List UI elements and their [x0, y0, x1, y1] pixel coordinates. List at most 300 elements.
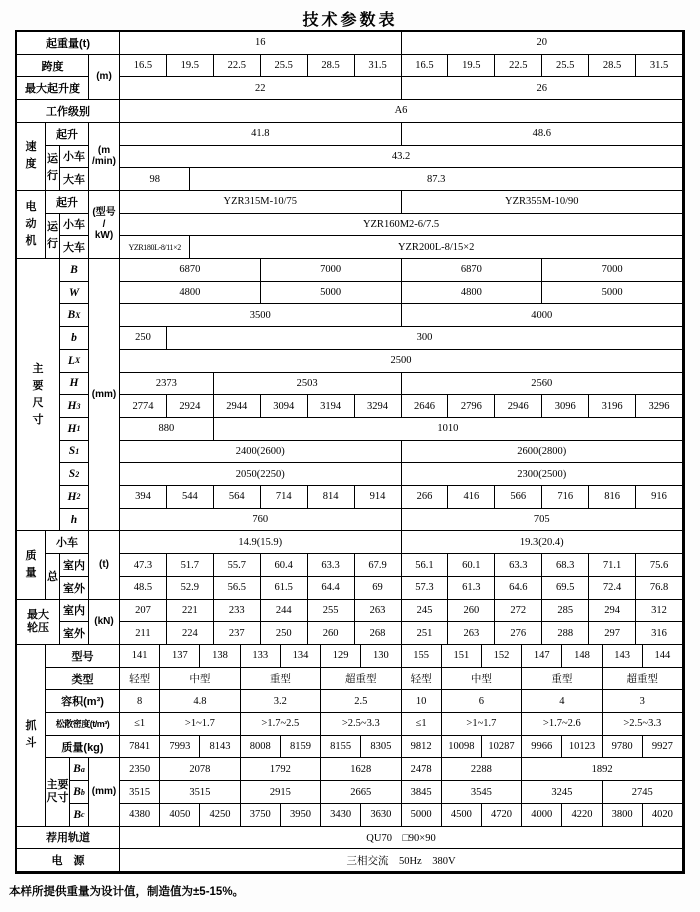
data-cell: 288 [542, 622, 589, 645]
label-grab-type: 类型 [46, 668, 120, 691]
data-cell: 211 [120, 622, 167, 645]
data-cell: 4 [522, 690, 602, 713]
data-cell: 67.9 [355, 554, 402, 577]
data-cell: 20 [402, 32, 684, 55]
data-cell: 76.8 [636, 577, 683, 600]
data-cell: 3750 [241, 804, 281, 827]
data-cell: 75.6 [636, 554, 683, 577]
label-motor-trolley: 小车 [60, 214, 89, 237]
label-grab-capacity: 容积(m³) [46, 690, 120, 713]
data-cell: 4500 [442, 804, 482, 827]
data-cell: 416 [448, 486, 495, 509]
dim-H-main: H [69, 377, 79, 390]
data-cell: 141 [120, 645, 160, 668]
label-grab-model: 型号 [46, 645, 120, 668]
data-cell: YZR315M-10/75 [120, 191, 402, 214]
label-motor-group [17, 191, 46, 259]
data-cell: 中型 [160, 668, 240, 691]
label-grab-dim-Ba [70, 758, 89, 781]
data-cell: 61.3 [448, 577, 495, 600]
label-dim-Bx [60, 304, 89, 327]
data-cell: 48.6 [402, 123, 684, 146]
label-dim-W [60, 282, 89, 305]
label-motor-crane: 大车 [60, 236, 89, 259]
data-cell: 2646 [402, 395, 449, 418]
data-cell: 3950 [281, 804, 321, 827]
data-cell: 56.5 [214, 577, 261, 600]
data-cell: 3515 [160, 781, 240, 804]
dim-H1-main: H [67, 422, 77, 435]
data-cell: 69.5 [542, 577, 589, 600]
data-cell: 41.8 [120, 123, 402, 146]
motor-unit-line1: (型号 [92, 207, 116, 219]
data-cell: 28.5 [308, 55, 355, 78]
grab-group-text: 抓斗 [25, 720, 37, 750]
data-cell: 133 [241, 645, 281, 668]
label-lifting-capacity: 起重量(t) [17, 32, 120, 55]
data-cell: 64.6 [495, 577, 542, 600]
data-cell: 1628 [321, 758, 401, 781]
parameters-table [15, 30, 685, 874]
data-cell: 221 [167, 600, 214, 623]
data-cell: 3430 [321, 804, 361, 827]
data-cell: 19.5 [448, 55, 495, 78]
data-cell: 4000 [402, 304, 684, 327]
dim-H2-main: H [67, 490, 77, 503]
label-speed-crane: 大车 [60, 168, 89, 191]
data-cell: 超重型 [321, 668, 401, 691]
data-cell: 9927 [643, 736, 683, 759]
data-cell: 9966 [522, 736, 562, 759]
speed-group-text: 速度 [25, 141, 37, 171]
label-dim-Lx [60, 350, 89, 373]
dim-S2-sub: 2 [75, 469, 80, 479]
data-cell: 2503 [214, 373, 402, 396]
label-grab-dim-Bb [70, 781, 89, 804]
data-cell: 22.5 [214, 55, 261, 78]
grab-dim-Bc-main: B [73, 808, 82, 821]
label-dim-H1 [60, 418, 89, 441]
grab-dims-unit: (mm) [89, 758, 120, 826]
dim-B-main: B [70, 263, 78, 276]
data-cell: 4220 [562, 804, 602, 827]
data-cell: 144 [643, 645, 683, 668]
data-cell: 4.8 [160, 690, 240, 713]
data-cell: 1010 [214, 418, 683, 441]
data-cell: 47.3 [120, 554, 167, 577]
data-cell: 3800 [603, 804, 643, 827]
data-cell: A6 [120, 100, 683, 123]
data-cell: 255 [308, 600, 355, 623]
data-cell: 760 [120, 509, 402, 532]
data-cell: 143 [603, 645, 643, 668]
grab-dim-Ba-main: B [73, 763, 81, 776]
data-cell: 2665 [321, 781, 401, 804]
data-cell: YZR355M-10/90 [402, 191, 684, 214]
motor-group-text: 电动机 [25, 200, 37, 247]
data-cell: 22.5 [495, 55, 542, 78]
data-cell: 237 [214, 622, 261, 645]
data-cell: 7000 [261, 259, 402, 282]
data-cell: 155 [402, 645, 442, 668]
data-cell: 4000 [522, 804, 562, 827]
data-cell: 2350 [120, 758, 160, 781]
data-cell: 251 [402, 622, 449, 645]
data-cell: 3630 [361, 804, 401, 827]
data-cell: 中型 [442, 668, 522, 691]
dim-b-main: b [71, 331, 77, 344]
label-mass-total: 总 [46, 554, 60, 599]
data-cell: 5000 [542, 282, 683, 305]
data-cell: 22 [120, 77, 402, 100]
data-cell: 60.4 [261, 554, 308, 577]
label-dim-h [60, 509, 89, 532]
data-cell: 8008 [241, 736, 281, 759]
data-cell: 2050(2250) [120, 463, 402, 486]
grab-dim-Ba-sub: a [80, 764, 85, 774]
data-cell: 16 [120, 32, 402, 55]
mass-unit: (t) [89, 531, 120, 599]
data-cell: 超重型 [603, 668, 683, 691]
data-cell: >2.5~3.3 [603, 713, 683, 736]
data-cell: 250 [261, 622, 308, 645]
data-cell: 233 [214, 600, 261, 623]
data-cell: 8143 [200, 736, 240, 759]
data-cell: 71.1 [589, 554, 636, 577]
data-cell: >1~1.7 [442, 713, 522, 736]
data-cell: 8 [120, 690, 160, 713]
data-cell: 72.4 [589, 577, 636, 600]
dim-Bx-sub: X [75, 310, 81, 320]
data-cell: 55.7 [214, 554, 261, 577]
data-cell: 3845 [402, 781, 442, 804]
data-cell: 4800 [120, 282, 261, 305]
data-cell: 10123 [562, 736, 602, 759]
data-cell: 6870 [120, 259, 261, 282]
motor-unit-line2: / [102, 218, 106, 230]
data-cell: 87.3 [190, 168, 683, 191]
speed-travel-text: 运行 [47, 152, 58, 182]
grab-dim-Bc-sub: c [81, 810, 85, 820]
data-cell: YZR160M2-6/7.5 [120, 214, 683, 237]
data-cell: 138 [200, 645, 240, 668]
data-cell: 6 [442, 690, 522, 713]
data-cell: 3545 [442, 781, 522, 804]
data-cell: 8155 [321, 736, 361, 759]
data-cell: 61.5 [261, 577, 308, 600]
data-cell: 2600(2800) [402, 441, 684, 464]
motor-unit-line3: kW) [94, 230, 114, 242]
grab-dim-Bb-sub: b [80, 787, 85, 797]
data-cell: 4250 [200, 804, 240, 827]
motor-unit [89, 191, 120, 259]
data-cell: 2774 [120, 395, 167, 418]
data-cell: 134 [281, 645, 321, 668]
dim-Lx-sub: X [74, 356, 81, 366]
data-cell: 2.5 [321, 690, 401, 713]
data-cell: 7841 [120, 736, 160, 759]
data-cell: 316 [636, 622, 683, 645]
dim-H3-main: H [67, 400, 77, 413]
data-cell: 63.3 [308, 554, 355, 577]
label-rail: 荐用轨道 [17, 827, 120, 850]
footnote: 本样所提供重量为设计值，制造值为±5-15%。 [9, 886, 245, 898]
data-cell: 4050 [160, 804, 200, 827]
data-cell: 566 [495, 486, 542, 509]
label-speed-hoisting: 起升 [46, 123, 89, 146]
data-cell: 224 [167, 622, 214, 645]
data-cell: 4800 [402, 282, 543, 305]
data-cell: 轻型 [120, 668, 160, 691]
data-cell: 285 [542, 600, 589, 623]
dim-S2-main: S [68, 468, 76, 481]
dims-unit: (mm) [89, 259, 120, 531]
label-max-lifting-height: 最大起升度 [17, 77, 89, 100]
label-wheel-indoor: 室内 [60, 600, 89, 623]
data-cell: 394 [120, 486, 167, 509]
data-cell: 69 [355, 577, 402, 600]
label-speed-travel [46, 146, 60, 191]
dims-group-text: 主要尺寸 [32, 362, 44, 426]
data-cell: 2745 [603, 781, 683, 804]
data-cell: 2944 [214, 395, 261, 418]
data-cell: 148 [562, 645, 602, 668]
data-cell: 8159 [281, 736, 321, 759]
label-grab-group [17, 645, 46, 827]
label-work-duty: 工作级别 [17, 100, 120, 123]
data-cell: 64.4 [308, 577, 355, 600]
data-cell: 2915 [241, 781, 321, 804]
data-cell: 250 [120, 327, 167, 350]
label-grab-mass: 质量(kg) [46, 736, 120, 759]
data-cell: 814 [308, 486, 355, 509]
data-cell: 263 [448, 622, 495, 645]
data-cell: 26 [402, 77, 684, 100]
data-cell: 260 [448, 600, 495, 623]
data-cell: ≤1 [402, 713, 442, 736]
data-cell: 312 [636, 600, 683, 623]
data-cell: 3515 [120, 781, 160, 804]
data-cell: 207 [120, 600, 167, 623]
label-dim-S1 [60, 441, 89, 464]
label-power: 电 源 [17, 849, 120, 872]
data-cell: 564 [214, 486, 261, 509]
data-cell: 3196 [589, 395, 636, 418]
data-cell: 880 [120, 418, 214, 441]
data-cell: 716 [542, 486, 589, 509]
label-dim-B [60, 259, 89, 282]
data-cell: 16.5 [402, 55, 449, 78]
data-cell: 三相交流 50Hz 380V [120, 849, 683, 872]
data-cell: ≤1 [120, 713, 160, 736]
data-cell: 5000 [402, 804, 442, 827]
data-cell: 3296 [636, 395, 683, 418]
data-cell: 14.9(15.9) [120, 531, 402, 554]
data-cell: 276 [495, 622, 542, 645]
dim-h-main: h [70, 513, 78, 526]
data-cell: 7000 [542, 259, 683, 282]
data-cell: 60.1 [448, 554, 495, 577]
dim-H3-sub: 3 [76, 401, 81, 411]
data-cell: 2288 [442, 758, 522, 781]
data-cell: 7993 [160, 736, 200, 759]
data-cell: QU70 □90×90 [120, 827, 683, 850]
data-cell: 19.5 [167, 55, 214, 78]
data-cell: 2560 [402, 373, 684, 396]
data-cell: 916 [636, 486, 683, 509]
dim-W-main: W [68, 286, 80, 299]
label-grab-density: 松散密度(t/m³) [46, 713, 120, 736]
data-cell: 294 [589, 600, 636, 623]
page-title: 技术参数表 [302, 12, 398, 29]
label-grab-dims [46, 758, 70, 826]
wheel-load-unit: (kN) [89, 600, 120, 645]
data-cell: 57.3 [402, 577, 449, 600]
data-cell: 816 [589, 486, 636, 509]
data-cell: 151 [442, 645, 482, 668]
data-cell: 2400(2600) [120, 441, 402, 464]
wheel-load-group-text: 最大轮压 [27, 608, 49, 634]
data-cell: 9780 [603, 736, 643, 759]
data-cell: 98 [120, 168, 190, 191]
mass-group-text: 质量 [25, 549, 37, 579]
data-cell: 56.1 [402, 554, 449, 577]
data-cell: >1.7~2.5 [241, 713, 321, 736]
speed-unit-line2: /min) [92, 156, 116, 168]
data-cell: 10 [402, 690, 442, 713]
label-wheel-load-group [17, 600, 60, 645]
data-cell: 3245 [522, 781, 602, 804]
label-mass-outdoor: 室外 [60, 577, 89, 600]
data-cell: 1892 [522, 758, 683, 781]
data-cell: 245 [402, 600, 449, 623]
data-cell: 129 [321, 645, 361, 668]
data-cell: 10287 [482, 736, 522, 759]
data-cell: 2796 [448, 395, 495, 418]
data-cell: >1.7~2.6 [522, 713, 602, 736]
data-cell: 2946 [495, 395, 542, 418]
data-cell: 25.5 [261, 55, 308, 78]
data-cell: >1~1.7 [160, 713, 240, 736]
label-grab-dim-Bc [70, 804, 89, 827]
data-cell: 31.5 [355, 55, 402, 78]
label-motor-hoisting: 起升 [46, 191, 89, 214]
label-dim-S2 [60, 463, 89, 486]
data-cell: 914 [355, 486, 402, 509]
grab-dim-Bb-main: B [73, 786, 81, 799]
data-cell: 6870 [402, 259, 543, 282]
label-dim-H2 [60, 486, 89, 509]
data-cell: 300 [167, 327, 683, 350]
data-cell: 16.5 [120, 55, 167, 78]
motor-travel-text: 运行 [47, 220, 58, 250]
data-cell: 10098 [442, 736, 482, 759]
speed-unit-line1: (m [97, 144, 111, 156]
data-cell: YZR180L-8/11×2 [120, 236, 190, 259]
data-cell: 3294 [355, 395, 402, 418]
data-cell: 68.3 [542, 554, 589, 577]
data-cell: 272 [495, 600, 542, 623]
data-cell: YZR200L-8/15×2 [190, 236, 683, 259]
data-cell: 544 [167, 486, 214, 509]
data-cell: 4380 [120, 804, 160, 827]
data-cell: 2500 [120, 350, 683, 373]
data-cell: 48.5 [120, 577, 167, 600]
data-cell: 130 [361, 645, 401, 668]
data-cell: 3096 [542, 395, 589, 418]
data-cell: 重型 [522, 668, 602, 691]
dim-Bx-main: B [67, 309, 76, 322]
data-cell: 2300(2500) [402, 463, 684, 486]
dim-S1-sub: 1 [75, 446, 80, 456]
dim-S1-main: S [68, 445, 76, 458]
data-cell: 2924 [167, 395, 214, 418]
data-cell: 9812 [402, 736, 442, 759]
dim-Lx-main: L [67, 354, 75, 367]
span-unit: (m) [89, 55, 120, 100]
label-dim-H [60, 373, 89, 396]
data-cell: 2373 [120, 373, 214, 396]
data-cell: 263 [355, 600, 402, 623]
dim-H2-sub: 2 [76, 492, 81, 502]
data-cell: 4020 [643, 804, 683, 827]
dim-H1-sub: 1 [76, 424, 81, 434]
data-cell: 297 [589, 622, 636, 645]
label-dims-group [17, 259, 60, 531]
data-cell: 43.2 [120, 146, 683, 169]
label-dim-H3 [60, 395, 89, 418]
data-cell: 19.3(20.4) [402, 531, 684, 554]
data-cell: 260 [308, 622, 355, 645]
data-cell: >2.5~3.3 [321, 713, 401, 736]
data-cell: 8305 [361, 736, 401, 759]
label-wheel-outdoor: 室外 [60, 622, 89, 645]
label-speed-group [17, 123, 46, 191]
data-cell: 152 [482, 645, 522, 668]
data-cell: 147 [522, 645, 562, 668]
data-cell: 3 [603, 690, 683, 713]
label-dim-b [60, 327, 89, 350]
data-cell: 714 [261, 486, 308, 509]
data-cell: 轻型 [402, 668, 442, 691]
label-mass-indoor: 室内 [60, 554, 89, 577]
data-cell: 2078 [160, 758, 240, 781]
speed-unit [89, 123, 120, 191]
label-motor-travel [46, 214, 60, 259]
data-cell: 51.7 [167, 554, 214, 577]
data-cell: 28.5 [589, 55, 636, 78]
data-cell: 63.3 [495, 554, 542, 577]
data-cell: 137 [160, 645, 200, 668]
data-cell: 5000 [261, 282, 402, 305]
data-cell: 31.5 [636, 55, 683, 78]
label-speed-trolley: 小车 [60, 146, 89, 169]
data-cell: 266 [402, 486, 449, 509]
data-cell: 3094 [261, 395, 308, 418]
grab-dims-text: 主要尺寸 [46, 778, 69, 805]
data-cell: 4720 [482, 804, 522, 827]
label-mass-trolley: 小车 [46, 531, 89, 554]
data-cell: 268 [355, 622, 402, 645]
data-cell: 1792 [241, 758, 321, 781]
data-cell: 重型 [241, 668, 321, 691]
data-cell: 3500 [120, 304, 402, 327]
label-span: 跨度 [17, 55, 89, 78]
data-cell: 3.2 [241, 690, 321, 713]
data-cell: 52.9 [167, 577, 214, 600]
data-cell: 3194 [308, 395, 355, 418]
label-mass-group [17, 531, 46, 599]
